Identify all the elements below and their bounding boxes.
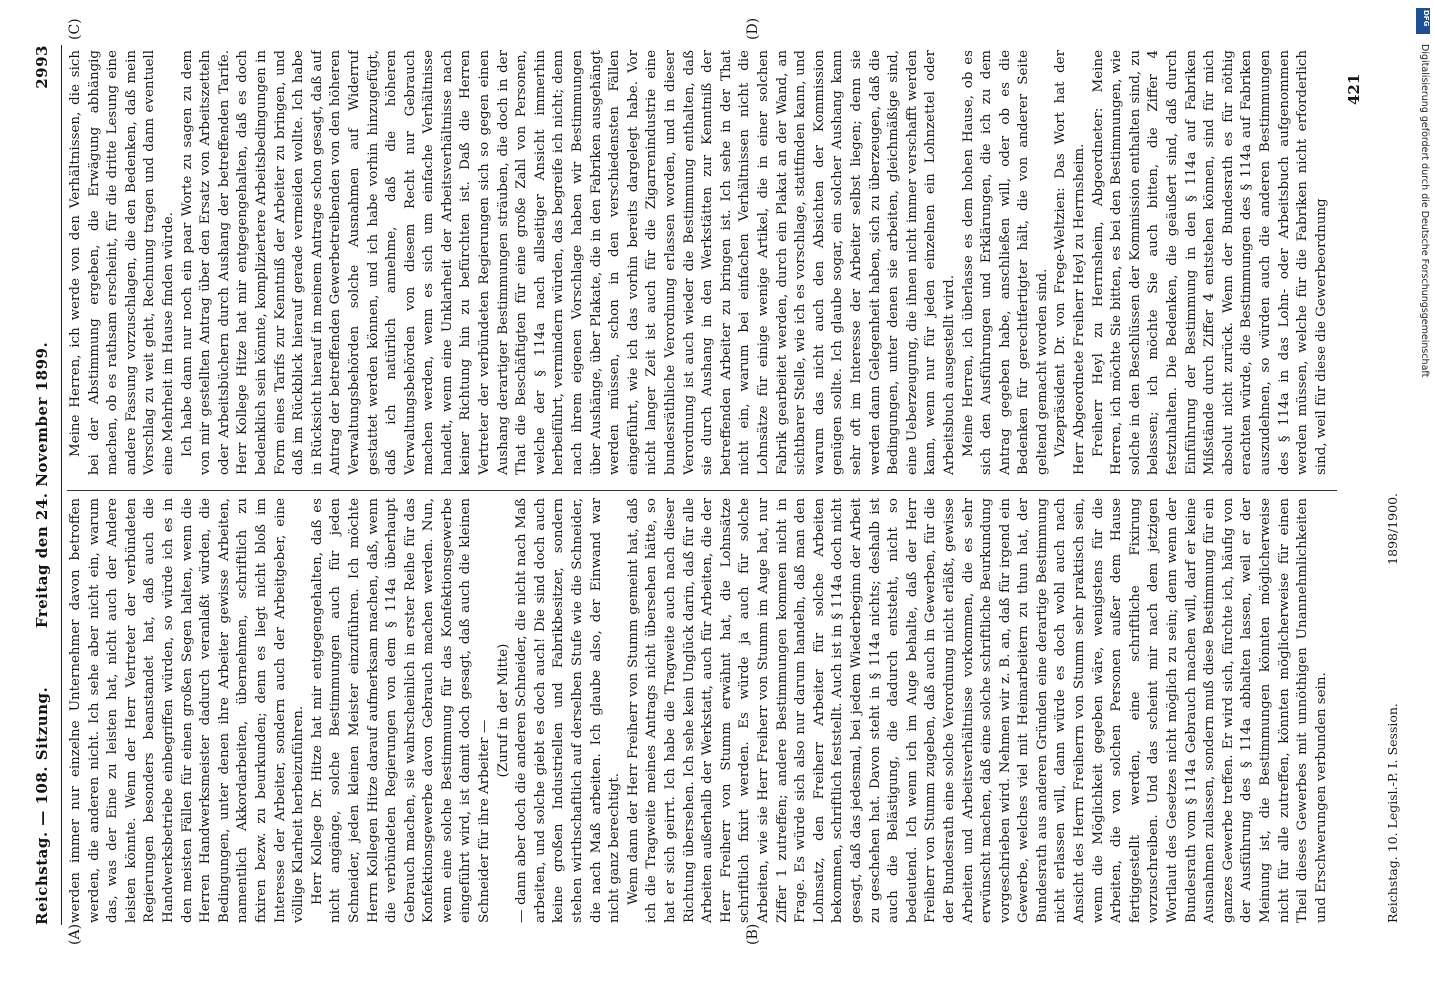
text-column-left xyxy=(67,498,1357,923)
speaker-paragraph: Vizepräsident Dr. von Frege-Weltzien: Das Wort hat der Herr Abgeordnete Freiherr Heyl zu Herrnsheim. xyxy=(1053,50,1088,475)
running-header xyxy=(15,45,55,925)
paragraph: Wenn dann der Herr Freiherr von Stumm gemeint hat, daß ich die Tragweite meines Antrags nicht übersehen hätte, so hat er sich geirrt. Ich habe die Tragweite auch nach dieser Richtung übersehen. Ich sehe kein Unglück darin, daß für alle Arbeiten außerhalb der Werkstatt, auch für Arbeiten, die der Herr Freiherr von Stumm erwähnt hat, die Lohnsätze schriftlich fixirt werden. Es würde ja auch für solche Arbeiten, wie sie Herr Freiherr von Stumm im Auge hat, nur Ziffer 1 zutreffen; andere Bestimmungen kommen nicht in Frage. Es würde sich also nur darum handeln, daß man den Lohnsatz, den Freiherr Arbeiter für solche Arbeiten bekommen, schriftlich feststellt. Auch ist in § 114a doch nicht gesagt, daß das jedesmal, bei jedem Wiederbeginn der Arbeit zu geschehen hat. Davon steht in § 114a nichts; deshalb ist auch die Belästigung, die dadurch entsteht, nicht so bedeutend. Ich wenn ich im Auge behalte, daß der Herr Freiherr von Stumm zugeben, daß auch in Gewerben, für die der Bundesrath eine solche Verordnung nicht erläßt, gewisse Arbeiten und Arbeitsverhältnisse vorkommen, die es sehr erwünscht machen, daß eine solche schriftliche Beurkundung vorgeschrieben wird. Nehmen wir z. B. an, daß für irgend ein Gewerbe, welches viel mit Heimarbeitern zu thun hat, der Bundesrath aus anderen Gründen eine derartige Bestimmung nicht erlassen will, dann würde es doch wohl auch nach Ansicht des Herrn Freiherrn von Stumm sehr praktisch sein, wenn die Möglichkeit gegeben wäre, wenigstens für die Arbeiten, die von solchen Personen außer dem Hause fertiggestellt werden, eine schriftliche Fixirung vorzuschreiben. Und das scheint mir nach dem jetzigen Wortlaut des Gesetzes nicht möglich zu sein; denn wenn der Bundesrath vom § 114a Gebrauch machen will, darf er keine Ausnahmen zulassen, sondern muß diese Bestimmung für ein ganzes Gewerbe treffen. Er wird sich, fürchte ich, häufig von der Ausführung des § 114a abhalten lassen, weil er der Meinung ist, die Bestimmungen könnten möglicherweise nicht für alle zutreffen, könnten möglicherweise für einen Theil dieses Gewerbes mit unnöthigen Unannehmlichkeiten und Erschwerungen verbunden sein. xyxy=(625,498,1329,923)
paragraph: Ich habe dann nur noch ein paar Worte zu sagen zu dem von mir gestellten Antrag über den Ersatz von Arbeitszetteln oder Arbeitsbüchern durch Aushang der betreffenden Tarife. Herr Kollege Hitze hat mir entgegengehalten, daß es doch bedenklich sein könnte, kompliziertere Arbeitsbedingungen in Form eines Tarifs zur Kenntniß der Arbeiter zu bringen, und daß im Rückblick hierauf gerade vermeiden wollte. Ich habe in Rücksicht hierauf in meinem Antrage schon gesagt, daß auf Antrag der betreffenden Gewerbetreibenden von den höheren Verwaltungsbehörden solche Ausnahmen auf Widerruf gestattet werden können, und ich habe vorhin hinzugefügt, daß ich natürlich annehme, daß die höheren Verwaltungsbehörden von diesem Recht nur Gebrauch machen werden, wenn es sich um einfache Verhältnisse handelt, wenn eine Unklarheit der Arbeitsverhältnisse nach keiner Richtung hin zu befürchten ist. Daß die Herren Vertreter der verbündeten Regierungen sich so gegen einen Aushang derartiger Bestimmungen sträuben, die doch in der That die Beschäftigten für eine große Zahl von Personen, welche der § 114a nach allseitiger Ansicht immerhin herbeiführt, vermindern würden, das begreife ich nicht; denn nach ihrem eigenen Vorschlage haben wir Bestimmungen über Aushänge, über Plakate, die in den Fabriken ausgehängt werden müssen, schon in den verschiedensten Fällen eingeführt, wie ich das vorhin bereits dargelegt habe. Vor nicht langer Zeit ist auch für die Zigarrenindustrie eine bundesräthliche Verordnung erlassen worden, und in dieser Verordnung ist auch wieder die Bestimmung enthalten, daß sie durch Aushang in den Werkstätten zur Kenntniß der betreffenden Arbeiter zu bringen ist. Ich sehe in der That nicht ein, warum bei einfachen Verhältnissen nicht die Lohnsätze für einige wenige Artikel, die in einer solchen Fabrik gearbeitet werden, durch ein Plakat an der Wand, an sichtbarer Stelle, wie ich es vorschlage, stattfinden kann, und warum das nicht auch den Absichten der Kommission genügen sollte. Ich glaube sogar, ein solcher Aushang kann sehr oft im Interesse der Arbeiter selbst liegen; denn sie werden dann Gelegenheit haben, sich zu überzeugen, daß die Bedingungen, unter denen sie arbeiten, gleichmäßige sind, eine Ueberzeugung, die ihnen nicht immer verschafft werden kann, wenn nur für jeden einzelnen ein Lohnzettel oder Arbeitsbuch ausgestellt wird. xyxy=(179,50,957,475)
header-date: Freitag den 24. November 1899. xyxy=(33,341,51,629)
interjection: (Zuruf in der Mitte) xyxy=(495,643,511,778)
digitization-credit xyxy=(1416,8,1430,988)
footer xyxy=(1385,493,1400,923)
text-column-right xyxy=(67,50,1357,475)
footer-years: 1898/1900. xyxy=(1385,493,1400,565)
margin-marker-d: (D) xyxy=(745,17,761,40)
sheet-number: 421 xyxy=(1345,73,1363,105)
header-page-number: 2993 xyxy=(33,45,51,89)
speaker-paragraph: Freiherr Heyl zu Herrnsheim, Abgeordneter: Meine Herren, ich möchte Sie bitten, es bei den Bestimmungen, wie solche in den Beschlüssen der Kommission enthalten sind, zu belassen; ich möchte Sie auch bitten, die Ziffer 4 festzuhalten. Die Bedenken, die geäußert sind, daß durch Einführung der Bestimmung in den § 114a auf Fabriken Mißstände durch Ziffer 4 entstehen können, sind für mich absolut nicht zurück. Wenn der Bundesrath es für nöthig erachten würde, die Bestimmungen des § 114a auf Fabriken auszudehnen, so würden auch die anderen Bestimmungen des § 114a in das Lohn- oder Arbeitsbuch aufgenommen werden müssen, welche für die Fabriken nicht erforderlich sind, weil für diese die Gewerbeordnung xyxy=(1090,50,1329,475)
paragraph: — dann aber doch die anderen Schneider, die nicht nach Maß arbeiten, und solche giebt es doch auch! Die sind doch auch keine großen Industriellen und Fabrikbesitzer, sondern stehen wirthschaftlich auf derselben Stufe wie die Schneider, die nach Maß arbeiten. Ich glaube also, der Einwand war nicht ganz berechtigt. xyxy=(514,498,623,923)
digitization-credit-text: Digitalisierung gefördert durch die Deutsche Forschungsgemeinschaft xyxy=(1419,44,1430,378)
footer-legislature: Reichstag. 10. Legisl.-P. I. Session. xyxy=(1385,703,1400,923)
header-session: Reichstag. — 108. Sitzung. xyxy=(33,686,51,925)
column-divider xyxy=(67,490,1337,491)
margin-marker-a: (A) xyxy=(67,923,83,945)
document-page xyxy=(5,17,1425,985)
paragraph: Meine Herren, ich überlasse es dem hohen Hause, ob es sich den Ausführungen und Erklärungen, die ich zu dem Antrag gegeben habe, anschließen will, oder ob es die Bedenken für gerechtfertigter hält, die von anderer Seite geltend gemacht worden sind. xyxy=(960,50,1050,475)
dfg-logo: DFG xyxy=(1416,8,1430,34)
margin-marker-b: (B) xyxy=(745,923,761,945)
margin-marker-c: (C) xyxy=(67,18,83,40)
header-rule xyxy=(61,45,62,925)
paragraph: Herr Kollege Dr. Hitze hat mir entgegengehalten, daß es nicht angänge, solche Bestimmungen auch für jeden Schneider, jeden kleinen Meister einzuführen. Ich möchte Herrn Kollegen Hitze darauf aufmerksam machen, daß, wenn die verbündeten Regierungen von dem § 114a überhaupt Gebrauch machen, sie wahrscheinlich in erster Reihe für das Konfektionsgewerbe davon Gebrauch machen werden. Nun, wenn eine solche Bestimmung für das Konfektionsgewerbe eingeführt wird, ist damit doch gesagt, daß auch die kleinen Schneider für ihre Arbeiter — xyxy=(309,498,493,923)
paragraph: werden immer nur einzelne Unternehmer davon betroffen werden, die anderen nicht. Ich sehe aber nicht ein, warum das, was der Eine zu leisten hat, nicht auch der Andere leisten könnte. Wenn der Herr Vertreter der verbündeten Regierungen besonders beanstandet hat, daß auch die Handwerksbetriebe einbegriffen würden, so würde ich es in den meisten Fällen für einen großen Segen halten, wenn die Herren Handwerksmeister dadurch veranlaßt würden, die Bedingungen, unter denen ihre Arbeiter gewisse Arbeiten, namentlich Akkordarbeiten, übernehmen, schriftlich zu fixiren bezw. zu beurkunden; denn es liegt nicht bloß im Interesse der Arbeiter, sondern auch der Arbeitgeber, eine völlige Klarheit herbeizuführen. xyxy=(68,498,307,923)
paragraph: Meine Herren, ich werde von den Verhältnissen, die sich bei der Abstimmung ergeben, die Erwägung abhängig machen, ob es rathsam erscheint, für die dritte Lesung eine andere Fassung vorzuschlagen, die den Bedenken, daß mein Vorschlag zu weit geht, Rechnung tragen und dann eventuell eine Mehrheit im Hause finden würde. xyxy=(68,50,176,475)
